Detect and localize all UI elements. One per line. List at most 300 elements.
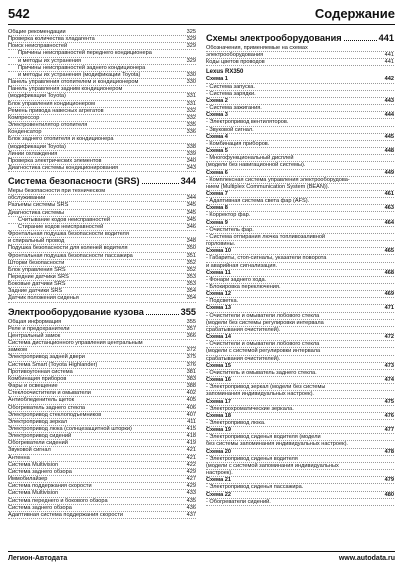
- toc-entry-title: Поиск неисправностей: [8, 43, 68, 50]
- toc-entry: [206, 177, 394, 184]
- toc-entry-title: Система Multivision: [8, 461, 59, 468]
- toc-entry-page: 472: [384, 334, 394, 341]
- toc-entry-title: - Адаптивная система света фар (AFS).: [206, 198, 310, 205]
- toc-entry: [8, 412, 196, 419]
- toc-entry-page: 406: [186, 404, 196, 411]
- toc-entry: [8, 136, 196, 143]
- toc-entry-title: Конденсатор: [8, 129, 42, 136]
- toc-entry-title: Схема 16: [206, 377, 231, 384]
- toc-entry-page: 444: [384, 112, 394, 119]
- toc-entry-page: 366: [186, 332, 196, 339]
- toc-entry-title: Причины неисправностей заднего кондиционера: [18, 64, 146, 71]
- toc-entry-title: Диагностика системы: [8, 209, 65, 216]
- toc-entry-title: Схема 6: [206, 169, 228, 176]
- toc-entry-title: Схема 18: [206, 412, 231, 419]
- toc-entry-page: 442: [384, 76, 394, 83]
- toc-entry: [8, 224, 196, 231]
- toc-section-heading: [8, 307, 196, 318]
- toc-entry: [206, 320, 394, 327]
- toc-entry: [8, 260, 196, 267]
- toc-entry-title: Адаптивная система поддержания скорости: [8, 511, 123, 518]
- toc-entry: [8, 447, 196, 454]
- toc-entry-title: - Многофункциональный дисплей: [206, 155, 294, 162]
- toc-entry-page: 343: [186, 164, 196, 171]
- section-page-number: 441: [378, 33, 394, 43]
- toc-entry: [8, 253, 196, 260]
- toc-entry-page: 402: [186, 390, 196, 397]
- toc-entry: [206, 348, 394, 355]
- toc-entry-title: Общая информация: [8, 318, 62, 325]
- toc-entry: [206, 391, 394, 398]
- toc-entry-page: 449: [384, 169, 394, 176]
- toc-entry-page: 435: [186, 497, 196, 504]
- toc-entry-title: - Очистители и омыватели лобового стекла: [206, 341, 320, 348]
- toc-section-heading: [206, 33, 394, 44]
- toc-entry-title: Система переднего и бокового обзора: [8, 497, 108, 504]
- toc-entry: [206, 377, 394, 384]
- toc-entry-title: Схема 11: [206, 269, 231, 276]
- toc-section-heading: [8, 176, 196, 187]
- toc-entry-title: Схема 22: [206, 491, 231, 498]
- toc-entry-title: Проверка количества хладагента: [8, 36, 95, 43]
- toc-entry-page: 415: [186, 425, 196, 432]
- toc-entry-page: 338: [186, 143, 196, 150]
- toc-entry-title: Электропривод сидений: [8, 433, 72, 440]
- toc-entry-title: Шторки безопасности: [8, 259, 65, 266]
- toc-entry: [8, 340, 196, 347]
- toc-right-column: [206, 29, 394, 506]
- toc-entry-title: Блок заднего отопителя и кондиционера: [8, 136, 114, 143]
- toc-entry-title: Обогреватель заднего стекла: [8, 404, 85, 411]
- toc-entry-title: Система Multivision: [8, 490, 59, 497]
- toc-entry-page: 433: [186, 490, 196, 497]
- toc-entry-title: Схема 4: [206, 133, 228, 140]
- toc-entry-page: 411: [187, 418, 196, 425]
- toc-entry-page: 344: [186, 195, 196, 202]
- toc-entry: [8, 288, 196, 295]
- toc-entry: [8, 319, 196, 326]
- toc-entry-page: 348: [186, 238, 196, 245]
- toc-entry: [8, 347, 196, 354]
- toc-entry-page: 331: [186, 100, 196, 107]
- toc-entry: [206, 363, 394, 370]
- toc-entry: [206, 52, 394, 59]
- toc-entry-title: - Электропривод сиденья водителя: [206, 455, 298, 462]
- toc-entry-title: Обозначения, применяемые на схемах: [206, 45, 308, 51]
- toc-entry-title: - Фонари заднего хода.: [206, 276, 267, 283]
- toc-entry-page: 381: [186, 368, 196, 375]
- toc-entry: [206, 76, 394, 83]
- toc-entry: [8, 65, 196, 72]
- toc-entry-page: 464: [384, 219, 394, 226]
- toc-entry: [8, 151, 196, 158]
- toc-entry: [206, 141, 394, 148]
- toc-entry-page: 352: [186, 266, 196, 273]
- toc-entry-title: Система поддержания скорости: [8, 483, 92, 490]
- toc-entry-page: 465: [384, 248, 394, 255]
- toc-entry: [8, 108, 196, 115]
- toc-entry-title: Комбинация приборов: [8, 375, 67, 382]
- toc-entry-title: Схема 21: [206, 477, 231, 484]
- toc-entry: [8, 440, 196, 447]
- toc-entry-title: Общие рекомендации: [8, 29, 66, 35]
- toc-entry-title: Схема 20: [206, 448, 231, 455]
- toc-entry-page: 336: [186, 129, 196, 136]
- toc-entry-page: 353: [186, 274, 196, 280]
- toc-entry-title: Схема 7: [206, 190, 228, 197]
- toc-entry: [8, 274, 196, 281]
- section-title: Схемы электрооборудования: [206, 33, 342, 43]
- toc-entry-page: 474: [384, 377, 394, 384]
- toc-entry: [206, 327, 394, 334]
- toc-entry-page: 388: [186, 383, 196, 390]
- toc-entry: [8, 462, 196, 469]
- toc-entry: [8, 498, 196, 505]
- toc-entry: [206, 384, 394, 391]
- toc-entry-page: 445: [384, 133, 394, 140]
- toc-entry: [206, 205, 394, 212]
- toc-entry-page: 419: [186, 440, 196, 447]
- toc-entry-title: Схема 19: [206, 427, 231, 434]
- toc-entry: [8, 115, 196, 122]
- toc-entry: [8, 144, 196, 151]
- section-title: Система безопасности (SRS): [8, 176, 140, 187]
- toc-entry: [8, 101, 196, 108]
- toc-entry: [8, 129, 196, 136]
- toc-entry-title: Противоугонная система: [8, 368, 73, 375]
- toc-entry: [206, 456, 394, 463]
- toc-entry-page: 383: [186, 375, 196, 382]
- toc-entry: [8, 217, 196, 224]
- toc-entry: [206, 434, 394, 441]
- toc-entry-title: Блок управления кондиционером: [8, 100, 95, 107]
- toc-entry-title: Схема 3: [206, 112, 228, 119]
- toc-entry-page: 345: [186, 202, 196, 209]
- dot-leader: [146, 314, 179, 315]
- toc-entry-title: Подушка безопасности для коленей водителя: [8, 245, 128, 252]
- toc-entry-title: Стеклоочистители и омыватели: [8, 390, 91, 397]
- toc-entry-title: Система дистанционного управления центральным: [8, 340, 143, 347]
- toc-entry-title: Коды цветов проводов: [206, 59, 265, 66]
- toc-entry-page: 471: [384, 305, 394, 312]
- toc-entry: [8, 245, 196, 252]
- toc-entry: [8, 362, 196, 369]
- toc-entry: [8, 483, 196, 490]
- toc-left-column: [8, 29, 196, 519]
- toc-entry: [206, 484, 394, 491]
- toc-entry: [206, 277, 394, 284]
- toc-entry-title: Система заднего обзора: [8, 468, 72, 475]
- toc-entry: [206, 470, 394, 477]
- toc-entry: [206, 370, 394, 377]
- toc-entry-title: настроек).: [206, 470, 233, 477]
- toc-entry-page: 329: [186, 43, 196, 50]
- toc-entry: [206, 270, 394, 277]
- toc-entry: [206, 399, 394, 406]
- page-title: Содержание: [314, 6, 395, 21]
- toc-entry: [8, 333, 196, 340]
- toc-entry: [206, 449, 394, 456]
- toc-entry-title: - Система зажигания.: [206, 105, 262, 112]
- toc-entry: [206, 212, 394, 219]
- toc-entry-title: - Электропривод вентиляторов.: [206, 119, 289, 126]
- toc-entry-page: 340: [186, 157, 196, 164]
- toc-entry: [8, 202, 196, 209]
- toc-entry-page: 436: [186, 504, 196, 511]
- toc-entry-title: Реле и предохранители: [8, 325, 70, 332]
- toc-entry: [206, 356, 394, 363]
- toc-entry-page: 429: [186, 483, 196, 490]
- toc-entry: [8, 295, 196, 302]
- toc-entry-title: Центральный замок: [8, 332, 61, 339]
- toc-entry-title: Панель управления задним кондиционером: [8, 86, 123, 93]
- toc-entry: [8, 50, 196, 57]
- toc-entry-title: и методы их устранения (модификации Toyota): [18, 71, 141, 78]
- publisher-name: Легион-Автодата: [8, 555, 68, 562]
- toc-entry-page: 331: [186, 93, 196, 100]
- toc-entry: [206, 170, 394, 177]
- toc-entry: [206, 155, 394, 162]
- toc-entry: [206, 220, 394, 227]
- toc-entry: [8, 238, 196, 245]
- toc-entry-title: Датчик положения сиденья: [8, 295, 79, 302]
- toc-entry-page: 355: [186, 318, 196, 325]
- toc-entry: [206, 341, 394, 348]
- toc-entry: [8, 43, 196, 50]
- toc-entry-title: - Корректор фар.: [206, 212, 251, 219]
- toc-entry-title: - Система отпирания лючка топливозаливной: [206, 233, 326, 240]
- toc-entry-page: 476: [384, 412, 394, 419]
- toc-entry-page: 418: [186, 433, 196, 440]
- toc-entry-title: Боковые датчики SRS: [8, 281, 66, 288]
- toc-entry-title: (модели с системой регулировки интервала: [206, 348, 321, 355]
- toc-entry-title: Схема 17: [206, 398, 231, 405]
- toc-entry-page: 427: [186, 476, 196, 483]
- toc-entry-title: Считывание кодов неисправностей: [18, 216, 110, 223]
- toc-entry-title: горловины.: [206, 241, 236, 248]
- toc-entry: [8, 369, 196, 376]
- toc-entry-title: Задние датчики SRS: [8, 288, 63, 295]
- toc-entry-page: 421: [186, 447, 196, 454]
- toc-entry-title: Ремень привода навесных агрегатов: [8, 107, 104, 114]
- toc-entry: [206, 413, 394, 420]
- toc-entry-page: 354: [186, 295, 196, 302]
- toc-entry: [8, 36, 196, 43]
- toc-entry: [8, 195, 196, 202]
- toc-entry-title: Схема 13: [206, 305, 231, 312]
- toc-entry: [206, 248, 394, 255]
- toc-entry: [8, 376, 196, 383]
- toc-entry-page: 329: [186, 36, 196, 43]
- toc-entry: [206, 112, 394, 119]
- toc-entry: [206, 105, 394, 112]
- toc-entry: [206, 427, 394, 434]
- toc-entry-title: Электровентилятор отопителя: [8, 122, 88, 129]
- toc-entry: [206, 127, 394, 134]
- toc-entry-title: Диагностика системы кондиционирования: [8, 164, 118, 171]
- toc-entry-title: Стирание кодов неисправностей: [18, 223, 104, 230]
- toc-entry-title: Проверка электрических элементов: [8, 157, 102, 164]
- section-page-number: 355: [180, 306, 196, 317]
- toc-entry: [206, 198, 394, 205]
- toc-entry: [8, 426, 196, 433]
- toc-entry-title: Антенна: [8, 454, 30, 461]
- toc-entry-title: - Блокировка переключения.: [206, 284, 281, 290]
- toc-entry-title: - Система зарядки.: [206, 90, 256, 97]
- toc-entry-page: 441: [384, 52, 394, 59]
- toc-entry-title: и спиральный провод: [8, 238, 65, 245]
- toc-entry-title: и аварийная сигнализация.: [206, 262, 278, 269]
- page-number: 542: [8, 6, 30, 21]
- toc-entry: [206, 148, 394, 155]
- toc-entry-title: (модификации Toyota): [8, 143, 66, 150]
- toc-entry: [8, 29, 196, 36]
- toc-entry-title: Причины неисправностей переднего кондиционера: [18, 50, 152, 57]
- toc-entry-title: Блок управления SRS: [8, 266, 66, 273]
- toc-entry: [206, 441, 394, 448]
- toc-entry-page: 443: [384, 97, 394, 104]
- toc-entry: [8, 490, 196, 497]
- toc-entry-page: 441: [384, 59, 394, 66]
- toc-entry: [8, 326, 196, 333]
- page-header: [8, 6, 395, 25]
- toc-entry-title: Иммобилайзер: [8, 476, 48, 483]
- toc-entry-page: 345: [186, 209, 196, 216]
- toc-entry-title: - Звуковой сигнал.: [206, 126, 254, 133]
- toc-entry: [206, 91, 394, 98]
- toc-entry: [206, 463, 394, 470]
- toc-entry-title: срабатывания очистителей).: [206, 355, 281, 362]
- toc-entry: [8, 72, 196, 79]
- toc-entry: [206, 134, 394, 141]
- toc-entry-page: 422: [186, 461, 196, 468]
- toc-entry-title: - Обогреватели сидений.: [206, 498, 271, 505]
- toc-entry-title: - Электропривод зеркал (модели без системы: [206, 384, 326, 391]
- toc-entry: [206, 298, 394, 305]
- toc-entry-title: - Комплексная система управления электрооборудова-: [206, 176, 350, 183]
- toc-entry-title: Антиобледенитель щеток: [8, 397, 75, 404]
- toc-entry-page: 325: [186, 29, 196, 35]
- toc-entry: [206, 499, 394, 506]
- toc-entry: [206, 191, 394, 198]
- toc-entry: [206, 334, 394, 341]
- toc-entry: [206, 184, 394, 191]
- toc-entry-page: 357: [186, 325, 196, 332]
- toc-entry: [8, 86, 196, 93]
- toc-entry: [8, 188, 196, 195]
- toc-entry-page: 351: [186, 252, 196, 259]
- toc-entry-page: 480: [384, 491, 394, 498]
- toc-entry-title: Схема 2: [206, 97, 228, 104]
- toc-entry: [8, 93, 196, 100]
- toc-entry: [8, 79, 196, 86]
- toc-entry-title: Разъемы системы SRS: [8, 202, 69, 209]
- toc-entry-title: Панель управления отопителем и кондиционером: [8, 79, 139, 86]
- toc-entry: [206, 477, 394, 484]
- toc-entry-title: Схема 5: [206, 148, 228, 155]
- toc-entry: [206, 234, 394, 241]
- toc-entry: [8, 419, 196, 426]
- toc-entry-page: 448: [384, 148, 394, 155]
- toc-entry-page: 479: [384, 477, 394, 484]
- toc-entry: [206, 98, 394, 105]
- toc-entry-page: 332: [186, 107, 196, 114]
- toc-entry: [206, 84, 394, 91]
- toc-entry-page: 376: [186, 361, 196, 368]
- publisher-url: www.autodata.ru: [338, 555, 395, 562]
- toc-entry: [8, 469, 196, 476]
- toc-entry: [206, 406, 394, 413]
- toc-entry-page: 330: [186, 71, 196, 78]
- toc-entry-title: Обогреватели сидений: [8, 440, 68, 447]
- toc-entry-title: (модели с системой запоминания индивидуальных: [206, 462, 339, 469]
- toc-entry-page: 469: [384, 291, 394, 298]
- toc-entry: [8, 433, 196, 440]
- toc-entry: [8, 383, 196, 390]
- toc-entry-page: 463: [384, 205, 394, 212]
- toc-entry-title: - Система запуска.: [206, 83, 255, 90]
- toc-entry-title: Электропривод стеклоподъемников: [8, 411, 102, 418]
- toc-entry-title: Фронтальная подушка безопасности водителя: [8, 231, 129, 238]
- section-page-number: 344: [180, 176, 196, 187]
- toc-entry-title: - Электропривод сиденья пассажира.: [206, 484, 304, 491]
- toc-entry-title: (модели без навигационной системы).: [206, 162, 306, 169]
- toc-entry-title: Схема 8: [206, 205, 228, 212]
- toc-entry-title: без системы запоминания индивидуальных настроек).: [206, 441, 348, 448]
- toc-entry: [8, 390, 196, 397]
- toc-entry: [8, 505, 196, 512]
- toc-entry: [8, 58, 196, 65]
- toc-entry-page: 429: [186, 468, 196, 475]
- toc-entry-title: Схема 9: [206, 219, 228, 226]
- toc-entry: [206, 119, 394, 126]
- toc-entry-title: Фронтальная подушка безопасности пассажира: [8, 252, 133, 259]
- toc-entry: [206, 255, 394, 262]
- toc-entry: [206, 241, 394, 248]
- toc-entry-page: 437: [186, 511, 196, 518]
- toc-entry: [8, 397, 196, 404]
- toc-entry-title: срабатывания очистителей).: [206, 326, 281, 333]
- toc-entry-page: 475: [384, 398, 394, 405]
- toc-entry-title: - Электропривод сиденья водителя (модели: [206, 434, 321, 441]
- toc-entry-title: Схема 10: [206, 248, 231, 255]
- toc-entry: [8, 281, 196, 288]
- toc-entry: [206, 420, 394, 427]
- toc-entry-page: 375: [186, 354, 196, 361]
- toc-entry-page: 332: [186, 114, 196, 121]
- toc-entry: [8, 476, 196, 483]
- toc-entry-title: Схема 1: [206, 76, 228, 83]
- toc-entry-title: нием (Multiplex Communication System (BEAN)).: [206, 183, 330, 190]
- toc-entry-page: 329: [186, 57, 196, 64]
- toc-entry: [206, 492, 394, 499]
- page-footer: [8, 551, 395, 566]
- toc-entry-title: и методы их устранения: [18, 57, 82, 64]
- toc-entry-page: 335: [186, 122, 196, 129]
- toc-entry-title: (модели без системы регулировки интервала: [206, 319, 324, 326]
- toc-entry-title: Меры безопасности при техническом: [8, 188, 106, 195]
- toc-entry-page: 352: [186, 259, 196, 266]
- toc-entry: [8, 231, 196, 238]
- toc-entry-title: Электропривод зеркал: [8, 418, 68, 425]
- toc-entry-title: (модификации Toyota): [8, 93, 66, 100]
- toc-entry-title: замком: [8, 347, 27, 354]
- toc-entry-page: 330: [186, 79, 196, 86]
- toc-entry-page: 372: [186, 347, 196, 354]
- toc-entry: [206, 162, 394, 169]
- toc-entry: [206, 59, 394, 66]
- toc-entry-title: Звуковой сигнал: [8, 447, 51, 454]
